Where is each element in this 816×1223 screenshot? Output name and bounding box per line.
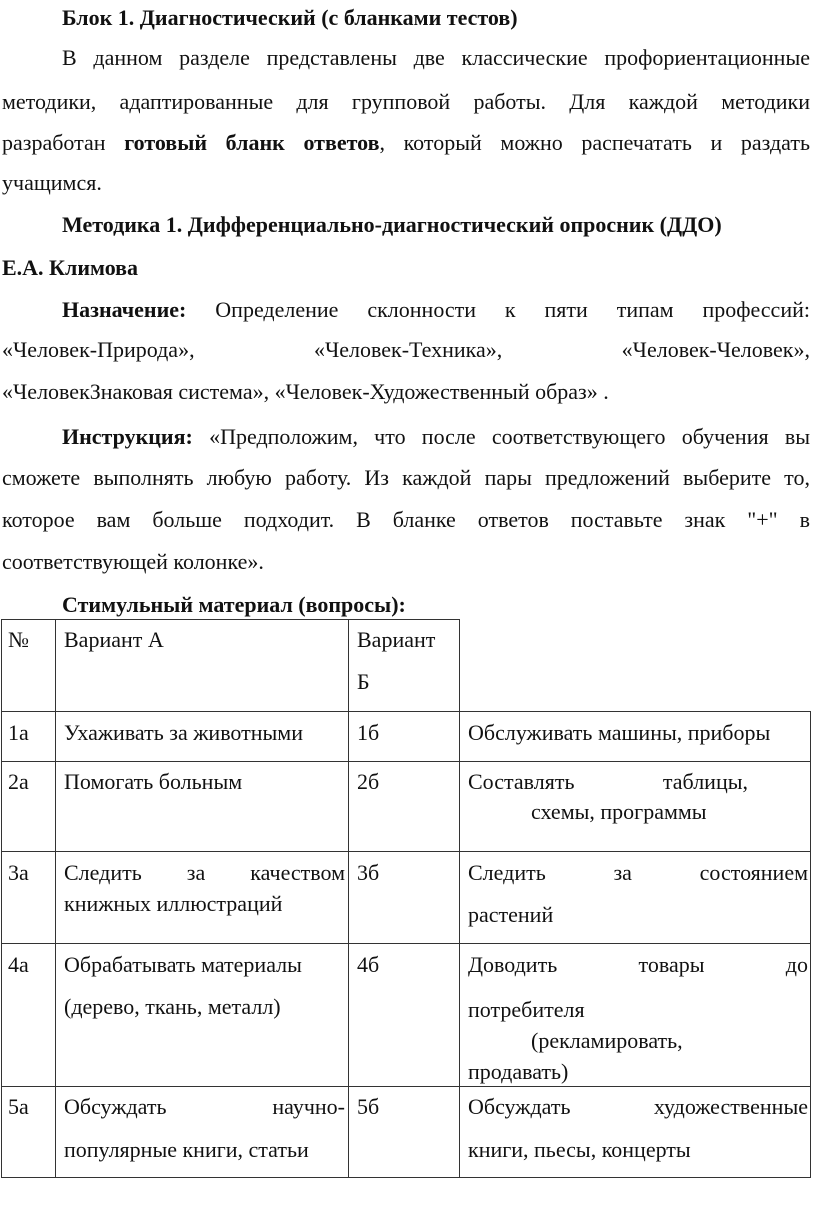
instruction-line: соответствующей колонке». [2, 549, 264, 574]
a-text: книжных иллюстраций [64, 891, 283, 916]
table-border [55, 619, 56, 1178]
table-border [1, 619, 2, 1178]
instruction-text: «Предположим, что после соответствующего обучения вы [192, 424, 810, 449]
profession-type: «Человек-Человек», [621, 337, 810, 362]
header-variant-b: Вариант [357, 627, 436, 652]
b-text: Обсуждать художественные [468, 1094, 808, 1119]
table-border [1, 761, 811, 762]
purpose-label: Назначение: [62, 297, 187, 322]
table-border [1, 1086, 811, 1087]
header-num: № [8, 627, 29, 652]
profession-type: «Человек-Техника», [313, 337, 503, 362]
a-num: 1а [8, 720, 29, 745]
b-num: 2б [357, 769, 380, 794]
table-border [1, 851, 811, 852]
table-border [348, 619, 349, 1178]
intro-line: методики, адаптированные для групповой работы. Для каждой методики [2, 89, 810, 114]
a-text: Обсуждать научно- [64, 1094, 345, 1119]
table-border [810, 711, 811, 1178]
table-border [459, 619, 460, 1178]
purpose-line [2, 336, 810, 364]
table-border [1, 943, 811, 944]
purpose-line: «ЧеловекЗнаковая система», «Человек-Художественный образ» . [2, 379, 609, 404]
b-num: 4б [357, 952, 380, 977]
b-text: растений [468, 902, 554, 927]
b-text: Следить за состоянием [468, 860, 808, 885]
a-text: (дерево, ткань, металл) [64, 994, 281, 1019]
instruction-line: сможете выполнять любую работу. Из каждой пары предложений выберите то, [2, 465, 810, 490]
a-num: 2а [8, 769, 29, 794]
a-text: популярные книги, статьи [64, 1137, 309, 1162]
b-text: Доводить товары до [468, 952, 808, 977]
instruction-line: которое вам больше подходит. В бланке ответов поставьте знак "+" в [2, 507, 810, 532]
b-text: книги, пьесы, концерты [468, 1137, 691, 1162]
intro-text: разработан [2, 130, 125, 155]
b-text: (рекламировать, [531, 1028, 683, 1053]
b-text: потребителя [468, 997, 585, 1022]
a-text: Обрабатывать материалы [64, 952, 302, 977]
table-border [1, 1177, 811, 1178]
b-num: 1б [357, 720, 380, 745]
intro-line: В данном разделе представлены две классические профориентационные [62, 45, 810, 70]
block-heading: Блок 1. Диагностический (с бланками тестов) [62, 5, 518, 30]
b-num: 5б [357, 1094, 380, 1119]
instruction-line [62, 423, 810, 451]
intro-bold-text: готовый бланк ответов [124, 130, 380, 155]
a-num: 4а [8, 952, 29, 977]
profession-type: «Человек-Природа», [2, 337, 195, 362]
b-text: Обслуживать машины, приборы [468, 720, 771, 745]
a-text: Ухаживать за животными [64, 720, 304, 745]
table-title: Стимульный материал (вопросы): [62, 592, 406, 617]
a-text: Помогать больным [64, 769, 243, 794]
header-variant-a: Вариант А [64, 627, 164, 652]
a-text: Следить за качеством [64, 860, 345, 885]
b-text: Составлять таблицы, [468, 769, 748, 794]
instruction-label: Инструкция: [62, 424, 193, 449]
table-border [1, 711, 811, 712]
header-variant-b: Б [357, 669, 370, 694]
b-num: 3б [357, 860, 380, 885]
a-num: 3а [8, 860, 29, 885]
b-text: продавать) [468, 1059, 569, 1084]
intro-line: учащимся. [2, 170, 102, 195]
purpose-text: Определение склонности к пяти типам профессий: [186, 297, 810, 322]
b-text: схемы, программы [531, 799, 707, 824]
method-author: Е.А. Климова [2, 255, 139, 280]
table-border [1, 619, 460, 620]
purpose-line [62, 296, 810, 324]
intro-line [2, 129, 810, 157]
a-num: 5а [8, 1094, 29, 1119]
intro-text: , который можно распечатать и раздать [379, 130, 810, 155]
method-title: Методика 1. Дифференциально-диагностический опросник (ДДО) [62, 212, 722, 237]
